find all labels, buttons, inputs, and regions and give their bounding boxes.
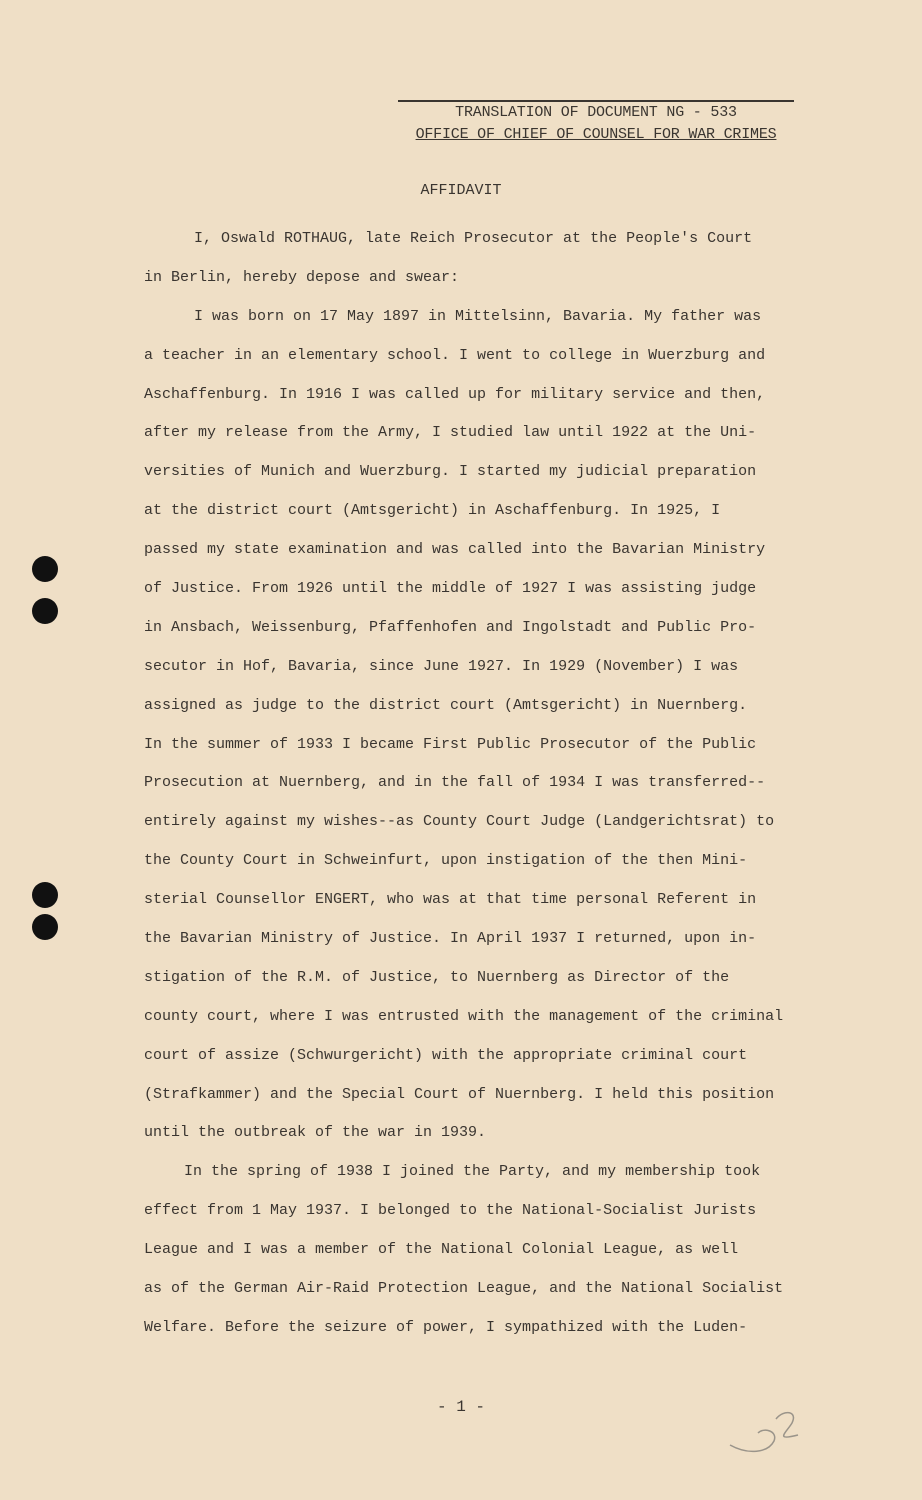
punch-hole bbox=[32, 556, 58, 582]
header-document-number: TRANSLATION OF DOCUMENT NG - 533 bbox=[455, 104, 737, 121]
page-number: - 1 - bbox=[436, 1398, 485, 1416]
text-line: at the district court (Amtsgericht) in Aschaffenburg. In 1925, I bbox=[144, 502, 721, 520]
handwritten-mark bbox=[728, 1405, 818, 1465]
text-line: the County Court in Schweinfurt, upon instigation of the then Mini- bbox=[144, 852, 748, 870]
text-line: after my release from the Army, I studied law until 1922 at the Uni- bbox=[144, 424, 757, 442]
text-line: I was born on 17 May 1897 in Mittelsinn, Bavaria. My father was bbox=[194, 307, 762, 325]
text-line: until the outbreak of the war in 1939. bbox=[144, 1124, 487, 1142]
text-line: a teacher in an elementary school. I went to college in Wuerzburg and bbox=[144, 346, 766, 364]
text-line: in Ansbach, Weissenburg, Pfaffenhofen and Ingolstadt and Public Pro- bbox=[144, 618, 757, 636]
punch-hole bbox=[32, 598, 58, 624]
text-line: Aschaffenburg. In 1916 I was called up for military service and then, bbox=[144, 385, 766, 403]
text-line: (Strafkammer) and the Special Court of Nuernberg. I held this position bbox=[144, 1085, 775, 1103]
text-line: effect from 1 May 1937. I belonged to the National-Socialist Jurists bbox=[144, 1202, 757, 1220]
header-office: OFFICE OF CHIEF OF COUNSEL FOR WAR CRIMES bbox=[415, 126, 777, 143]
affidavit-title: AFFIDAVIT bbox=[420, 182, 502, 199]
text-line: the Bavarian Ministry of Justice. In April 1937 I returned, upon in- bbox=[144, 930, 757, 948]
text-line: entirely against my wishes--as County Court Judge (Landgerichtsrat) to bbox=[144, 813, 775, 831]
text-line: in Berlin, hereby depose and swear: bbox=[144, 268, 460, 286]
text-line: of Justice. From 1926 until the middle of 1927 I was assisting judge bbox=[144, 580, 757, 598]
text-line: Welfare. Before the seizure of power, I sympathized with the Luden- bbox=[144, 1318, 748, 1336]
text-line: court of assize (Schwurgericht) with the appropriate criminal court bbox=[144, 1046, 748, 1064]
document-header bbox=[398, 100, 794, 146]
text-line: Prosecution at Nuernberg, and in the fall of 1934 I was transferred-- bbox=[144, 774, 766, 792]
text-line: as of the German Air-Raid Protection League, and the National Socialist bbox=[144, 1280, 784, 1298]
text-line: In the spring of 1938 I joined the Party, and my membership took bbox=[184, 1163, 761, 1181]
text-line: sterial Counsellor ENGERT, who was at that time personal Referent in bbox=[144, 891, 757, 909]
text-line: county court, where I was entrusted with the management of the criminal bbox=[144, 1007, 784, 1025]
text-line: passed my state examination and was called into the Bavarian Ministry bbox=[144, 541, 766, 559]
text-line: In the summer of 1933 I became First Public Prosecutor of the Public bbox=[144, 735, 757, 753]
punch-hole bbox=[32, 914, 58, 940]
affidavit-body bbox=[144, 220, 824, 1348]
text-line: I, Oswald ROTHAUG, late Reich Prosecutor at the People's Court bbox=[194, 230, 753, 247]
text-line: assigned as judge to the district court (Amtsgericht) in Nuernberg. bbox=[144, 696, 748, 714]
text-line: League and I was a member of the National Colonial League, as well bbox=[144, 1241, 739, 1259]
text-line: secutor in Hof, Bavaria, since June 1927. In 1929 (November) I was bbox=[144, 657, 739, 675]
text-line: stigation of the R.M. of Justice, to Nuernberg as Director of the bbox=[144, 968, 730, 986]
text-line: versities of Munich and Wuerzburg. I started my judicial preparation bbox=[144, 463, 757, 481]
punch-hole bbox=[32, 882, 58, 908]
